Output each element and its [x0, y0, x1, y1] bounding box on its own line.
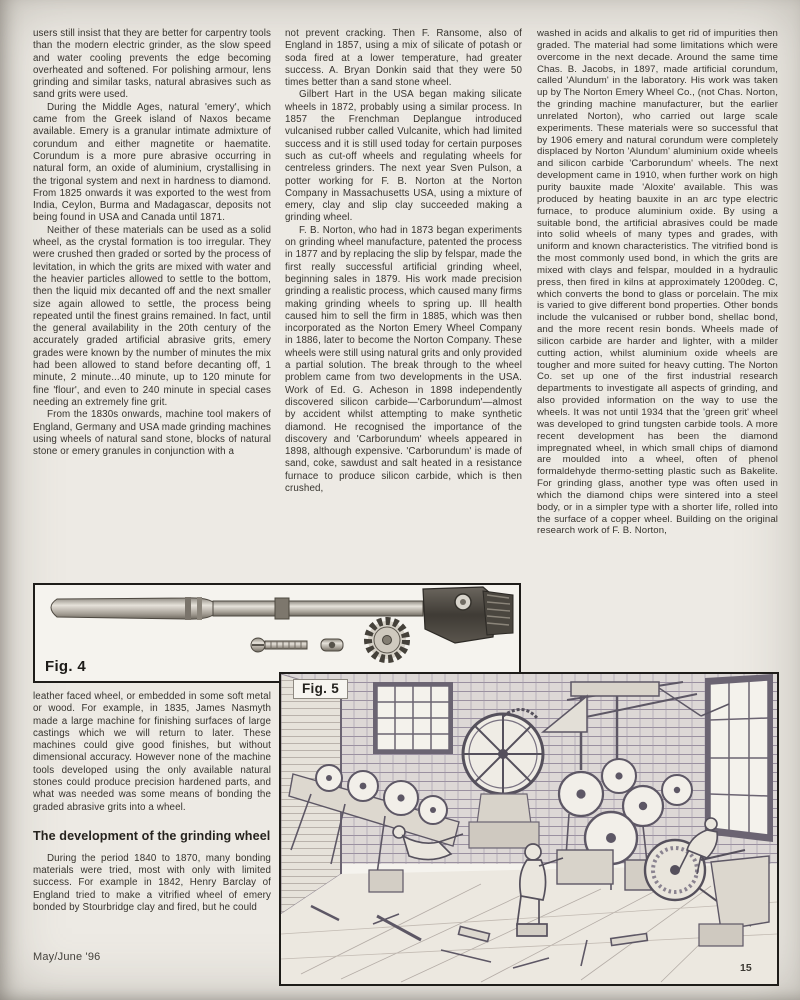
knurl-pin-screw — [251, 638, 307, 652]
figure-5 — [279, 672, 779, 986]
column-right — [537, 28, 778, 672]
knurl-spacer — [321, 639, 343, 651]
column-left-top — [33, 28, 271, 580]
figure-5-label: Fig. 5 — [293, 679, 348, 699]
figure-4 — [33, 583, 521, 683]
window-left — [373, 682, 453, 754]
paragraph: washed in acids and alkalis to get rid of impurities then graded. The material had some limitations which were overcome in the next decade. Around the same time Chas. B. Jacobs, in 1897, made artificial corundum, called 'Alundum' in the laboratory. His work was taken up by The Norton Emery Wheel Co., (not Chas. Norton, the grinding machine manufacturer, but the earlier unrelated Norton), who carried out large scale experiments. These materials were so successful that by 1906 emery and natural corundum were completely displaced by Norton 'Alundum' aluminium oxide wheels and silicon carbide 'Carborundum' wheels. The next development came in 1910, when further work on high purity bauxite made 'Aloxite' available. This was produced by heating bauxite in an arc type electric furnace, to produce aluminium oxide. By using a suitable bond, the artificial abrasives could be made into solid wheels of many types and grades, with uniform and known characteristics. The vitrified bond is the most commonly used bond, in which the grits are mixed with clays and felspar, moulded in a hydraulic press, then fired in kilns at approximately 1200deg. C, which converts the bond to glass or porcelain. The mix is varied to give different bond properties. Other bonds include the vulcanised or rubber bond, shellac bond, and the more recent resin bonds. Wheels made of silicon carbide are harder and lighter, with a milder cutting action, whilst aluminium oxide wheels are tougher and more suited for heavy cutting. The Norton Co. set up one of the first industrial research departments to investigate all aspects of grinding, and also provided information on the way to use the wheels. It was not until 1934 that the 'green grit' wheel was developed to grind tungsten carbide tools. A more recent development has been the diamond impregnated wheel, in which small chips of diamond are moulded into a wheel, often of phenol formaldehyde thermo-setting plastic such as Bakelite. For grinding glass, another type was often used in which the diamond chips were sintered into a steel body, or in a simpler type with a shorter life, rolled into the surface of a copper wheel. Building on the original research work of F. B. Norton, — [537, 28, 778, 537]
tool-shaft — [213, 598, 423, 619]
column-left-bottom — [33, 691, 271, 945]
paragraph: users still insist that they are better for carpentry tools than the modern electric grinder, as the slow speed and water cooling prevents the edge becoming overheated and softened. For polishing armour, lens grinding and similar tasks, natural abrasives such as sand grits were used. — [33, 28, 271, 101]
tool-clevis-head — [423, 587, 513, 643]
paragraph: not prevent cracking. Then F. Ransome, also of England in 1857, using a mix of silicate of potash or soda fired at a lower temperature, had greater success. A. Bryan Donkin said that they were 50 times better than a sand stone wheel. — [285, 28, 522, 89]
paragraph: F. B. Norton, who had in 1873 began experiments on grinding wheel manufacture, patented the process in 1877 and by replacing the slip by felspar, made the first really successful artificial grinding wheel, beginning sales in 1879. His work made precision grinding a realistic process, which caused many firms making grinding wheels to spring up. Ill health caused him to sell the firm in 1885, which was then incorporated as the Norton Emery Wheel Company in 1886, later to become the Norton Company. These wheels were still using natural grits and only provided a partial solution. The break through to the wheel problem came from two developments in the USA. Work of Ed. G. Acheson in 1898 independently discovered silicon carbide—'Carborundum'—almost by accident whilst attempting to make synthetic diamond. He recognised the importance of the discovery and 'Carborundum' wheels appeared in 1898, although expensive. 'Carborundum' is made of sand, coke, sawdust and salt heated in a resistance furnace to produce silicon carbide, which is then crushed, — [285, 224, 522, 494]
page-number: 15 — [740, 962, 752, 974]
paragraph: Gilbert Hart in the USA began making silicate wheels in 1872, probably using a similar process. In 1857 the Frenchman Deplangue introduced vulcanised rubber called Vulcanite, which had limited success and it is still used today for certain purposes such as cut-off wheels and regulating wheels for centreless grinders. The next year Sven Pulson, a potter working for F. B. Norton at the Norton Company in Massachusetts USA, using a mixture of emery, clay and slip clay succeeded making a grinding wheel. — [285, 89, 522, 224]
paragraph: During the Middle Ages, natural 'emery', which came from the Greek island of Naxos became available. Emery is a granular intimate admixture of corundum and either magnetite or haematite. Corundum is a more pure abrasive occurring in natural form, an oxide of aluminium, crystallising in the trigonal system and next in hardness to diamond. From 1825 onwards it was exported to the west from India, Ceylon, Burma and Madagascar, deposits not being found in USA and Canada until 1871. — [33, 101, 271, 224]
window-right — [705, 674, 773, 842]
workshop-engraving-illustration — [281, 674, 777, 984]
tool-handle — [51, 597, 213, 620]
footer-issue-date: May/June '96 — [33, 951, 101, 963]
paragraph: leather faced wheel, or embedded in some soft metal or wood. For example, in 1835, James Nasmyth made a large machine for finishing surfaces of large castings which we will return to later. These machines could give good finishes, but without dimensional accuracy. However none of the machine tools developed using the only available natural stones could produce precision hardened parts, and what was needed was some means of bonding the graded abrasive grits into a wheel. — [33, 691, 271, 813]
column-middle-top — [285, 28, 522, 590]
paragraph: Neither of these materials can be used as a solid wheel, as the crystal formation is too irregular. They were crushed then graded or sorted by the process of levitation, in which the grits are mixed with water and the heavier particles allowed to settle to the bottom, then the liquid mix decanted off and the next smaller size again allowed to settle, the process being repeated until the finest grains remained. In fact, until the general availability in the 20th century of the accurately graded artificial abrasive grits, emery grades were known by the number of minutes the mix had been allowed to stand before decanting off, 1 minute, 2 minute...40 minute, up to 120 minute for fine 'flour', and even to 240 minute in special cases needing an extremely fine grit. — [33, 224, 271, 408]
drive-wheel — [463, 709, 543, 848]
figure-4-label: Fig. 4 — [45, 658, 86, 675]
knurling-tool-illustration — [35, 585, 519, 681]
section-heading: The development of the grinding wheel — [33, 828, 271, 843]
serrated-wheel — [368, 621, 406, 659]
paragraph: During the period 1840 to 1870, many bonding materials were tried, most with only with limited success. For example in 1842, Henry Barclay of England tried to make a vitrified wheel of emery bonded by Stourbridge clay and fired, but he could — [33, 852, 271, 913]
paragraph: From the 1830s onwards, machine tool makers of England, Germany and USA made grinding machines using wheels of natural sand stone, blocks of natural stone or emery granules in conjunction with a — [33, 409, 271, 458]
